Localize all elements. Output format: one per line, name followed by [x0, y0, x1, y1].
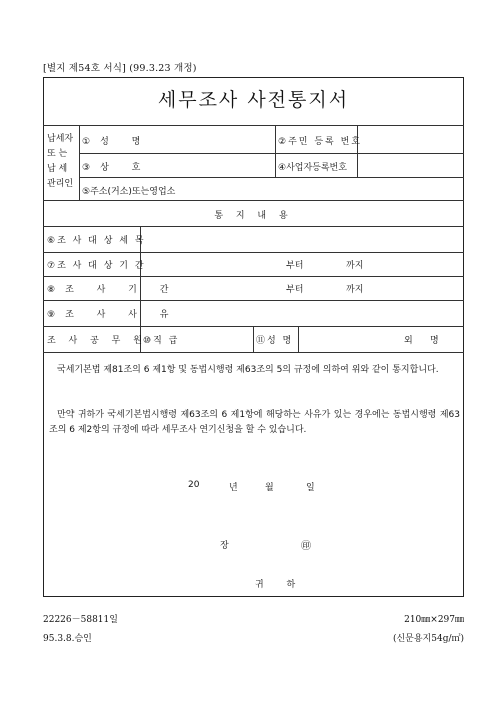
taxpayer-group-line: 또 는 [47, 149, 68, 159]
rule [298, 326, 299, 352]
rule [275, 125, 276, 177]
rule [43, 352, 464, 353]
taxpayer-group-line: 납세자 [47, 134, 74, 144]
date-year: 년 [229, 483, 238, 493]
notice-header: 통 지 내 용 [214, 211, 293, 221]
footer-approval-no: 22226－58811일 [43, 615, 118, 625]
officer-persons: 명 [430, 336, 439, 346]
rule [43, 200, 464, 201]
form-number: [별지 제54호 서식] (99.3.23 개정) [43, 63, 197, 74]
reason-label: ⑨조 사 사 유 [47, 310, 179, 320]
audit-period-to: 까지 [346, 285, 364, 295]
seal-mark: ㊞ [301, 541, 311, 552]
taxpayer-group-line: 관리인 [47, 179, 74, 189]
signatory-title: 장 [220, 541, 229, 551]
postpone-paragraph: 만약 귀하가 국세기본법시행령 제63조의 6 제1항에 해당하는 사유가 있는 경우에는 동법시행령 제63조의 6 제2항의 규정에 따라 세무조사 연기신청을 할 수 있습니다. [49, 410, 460, 435]
rule [43, 125, 464, 126]
rule [79, 153, 464, 154]
tax-items-label: ⑥조 사 대 상 세 목 [47, 236, 146, 246]
trade-name-label: ③상 호 [82, 163, 151, 173]
target-period-label: ⑦조 사 대 상 기 간 [47, 261, 146, 271]
target-period-to: 까지 [346, 261, 364, 271]
notice-paragraph: 국세기본법 제81조의 6 제1항 및 동법시행령 제63조의 5의 규정에 의하여 위와 같이 통지합니다. [57, 365, 439, 375]
business-no-label: ④사업자등록번호 [278, 163, 347, 173]
taxpayer-group-line: 납 세 [47, 164, 68, 174]
taxpayer-group-label [47, 132, 73, 192]
date-day: 일 [306, 483, 315, 493]
officer-others: 외 [404, 336, 413, 346]
footer-paper-size: 210㎜×297㎜ [404, 615, 464, 625]
audit-period-from: 부터 [286, 285, 304, 295]
officer-label: 조 사 공 무 원 [47, 336, 147, 346]
rule [79, 177, 464, 178]
date-year-prefix: 20 [188, 480, 200, 490]
rule [357, 125, 358, 177]
resident-no-label: ②주민 등록 번호 [278, 137, 362, 147]
footer-paper-type: (신문용지54g/㎡) [392, 634, 464, 644]
address-label: ⑤주소(거소)또는영업소 [82, 187, 176, 197]
officer-name-label: ⑪성 명 [256, 336, 294, 346]
officer-rank-label: ⑩직 급 [143, 336, 180, 346]
addressee: 귀 하 [255, 580, 306, 590]
rule [79, 125, 80, 200]
rule [43, 226, 464, 227]
rule [43, 276, 464, 277]
rule [43, 300, 464, 301]
rule [43, 252, 464, 253]
footer-approval-date: 95.3.8.승인 [43, 634, 92, 644]
target-period-from: 부터 [286, 261, 304, 271]
date-month: 월 [265, 483, 274, 493]
name-label: ①성 명 [82, 137, 151, 147]
form-title: 세무조사 사전통지서 [157, 89, 350, 111]
audit-period-label: ⑧조 사 기 간 [47, 285, 179, 295]
rule [253, 326, 254, 352]
